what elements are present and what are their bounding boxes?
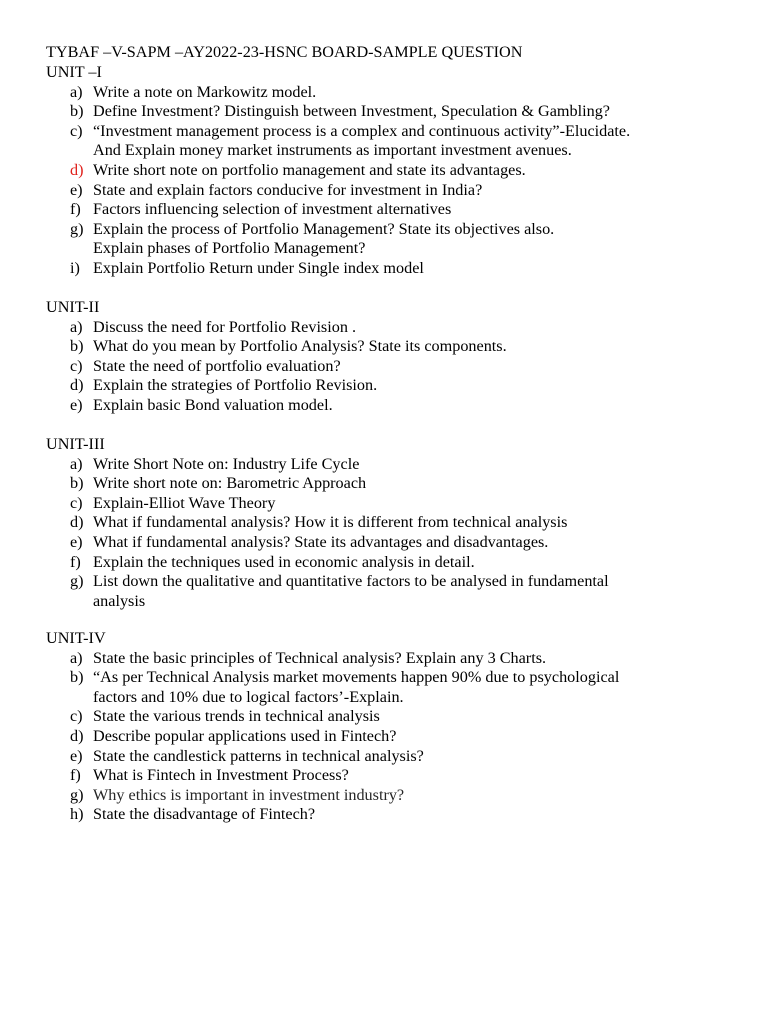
question-text: Explain the techniques used in economic analysis in detail. [93,552,475,571]
question-item [46,396,746,416]
question-item [46,259,746,279]
question-text: State the various trends in technical analysis [93,707,380,726]
question-marker: b) [70,668,84,687]
question-marker: c) [70,121,83,140]
question-text: “As per Technical Analysis market movements happen 90% due to psychological [93,668,620,687]
question-marker: i) [70,258,80,277]
question-text: What is Fintech in Investment Process? [93,766,349,785]
question-marker: a) [70,648,83,667]
unit-heading: UNIT-III [46,435,105,453]
question-item [46,83,746,103]
question-item [46,337,746,357]
question-item [46,766,746,786]
question-text: State the basic principles of Technical analysis? Explain any 3 Charts. [93,648,547,667]
question-list [46,318,746,416]
question-marker: e) [70,395,83,414]
question-marker: b) [70,337,84,356]
question-item [46,805,746,825]
question-text: State the need of portfolio evaluation? [93,356,341,375]
question-text: List down the qualitative and quantitative factors to be analysed in fundamental [93,572,609,591]
question-marker: a) [70,82,83,101]
question-text: State the candlestick patterns in technical analysis? [93,746,424,765]
question-marker: h) [70,805,84,824]
document-title: TYBAF –V-SAPM –AY2022-23-HSNC BOARD-SAMPLE QUESTION [46,43,523,61]
question-marker: e) [70,180,83,199]
unit-2-section [46,298,746,416]
question-text: Explain Portfolio Return under Single index model [93,258,424,277]
question-marker: b) [70,474,84,493]
question-item [46,707,746,727]
question-text: Discuss the need for Portfolio Revision . [93,317,357,336]
question-marker: f) [70,766,81,785]
question-item [46,553,746,573]
unit-heading: UNIT –I [46,63,102,81]
question-item [46,668,746,707]
question-item [46,513,746,533]
question-marker: g) [70,785,84,804]
question-text: Define Investment? Distinguish between Investment, Speculation & Gambling? [93,102,610,121]
question-marker: d) [70,376,84,395]
question-item [46,102,746,122]
question-marker: e) [70,532,83,551]
question-text: Write short note on: Barometric Approach [93,474,367,493]
question-text: What if fundamental analysis? State its advantages and disadvantages. [93,532,549,551]
question-text: Explain the process of Portfolio Management? State its objectives also. [93,219,555,238]
question-item [46,474,746,494]
question-marker: e) [70,746,83,765]
question-text: What do you mean by Portfolio Analysis? State its components. [93,337,507,356]
question-item [46,494,746,514]
question-item [46,357,746,377]
question-item [46,455,746,475]
question-list [46,455,746,612]
question-marker: f) [70,200,81,219]
question-marker: c) [70,493,83,512]
question-item [46,318,746,338]
question-text: State the disadvantage of Fintech? [93,805,316,824]
question-marker: d) [70,726,84,745]
question-text: factors and 10% due to logical factors’-Explain. [93,687,404,706]
question-item [46,181,746,201]
question-item [46,747,746,767]
question-marker: b) [70,102,84,121]
question-item [46,122,746,161]
unit-3-section [46,435,746,611]
question-item [46,220,746,259]
question-marker: a) [70,317,83,336]
question-text: Explain basic Bond valuation model. [93,395,333,414]
question-text: Explain the strategies of Portfolio Revision. [93,376,378,395]
question-text: And Explain money market instruments as important investment avenues. [93,141,572,160]
question-marker: g) [70,219,84,238]
question-text: Why ethics is important in investment industry? [93,785,405,804]
question-text: Explain phases of Portfolio Management? [93,239,366,258]
question-item [46,572,746,611]
question-marker: g) [70,572,84,591]
question-text: Write short note on portfolio management and state its advantages. [93,160,526,179]
question-marker: a) [70,454,83,473]
question-item [46,200,746,220]
question-text: Write Short Note on: Industry Life Cycle [93,454,360,473]
question-text: Describe popular applications used in Fintech? [93,726,397,745]
question-marker: d) [70,513,84,532]
question-text: “Investment management process is a complex and continuous activity”-Elucidate. [93,121,631,140]
unit-1-section [46,63,746,279]
unit-heading: UNIT-II [46,298,100,316]
question-text: Write a note on Markowitz model. [93,82,317,101]
question-text: Explain-Elliot Wave Theory [93,493,276,512]
question-marker: c) [70,707,83,726]
question-marker: f) [70,552,81,571]
question-marker: d) [70,160,84,179]
unit-heading: UNIT-IV [46,629,106,647]
question-list [46,83,746,279]
question-item [46,649,746,669]
question-list [46,649,746,825]
question-item [46,533,746,553]
question-marker: c) [70,356,83,375]
question-text: analysis [93,591,146,610]
question-item [46,376,746,396]
unit-4-section [46,629,746,825]
question-text: Factors influencing selection of investment alternatives [93,200,452,219]
question-item [46,727,746,747]
question-text: State and explain factors conducive for investment in India? [93,180,483,199]
question-text: What if fundamental analysis? How it is different from technical analysis [93,513,568,532]
question-item [46,786,746,806]
question-item [46,161,746,181]
